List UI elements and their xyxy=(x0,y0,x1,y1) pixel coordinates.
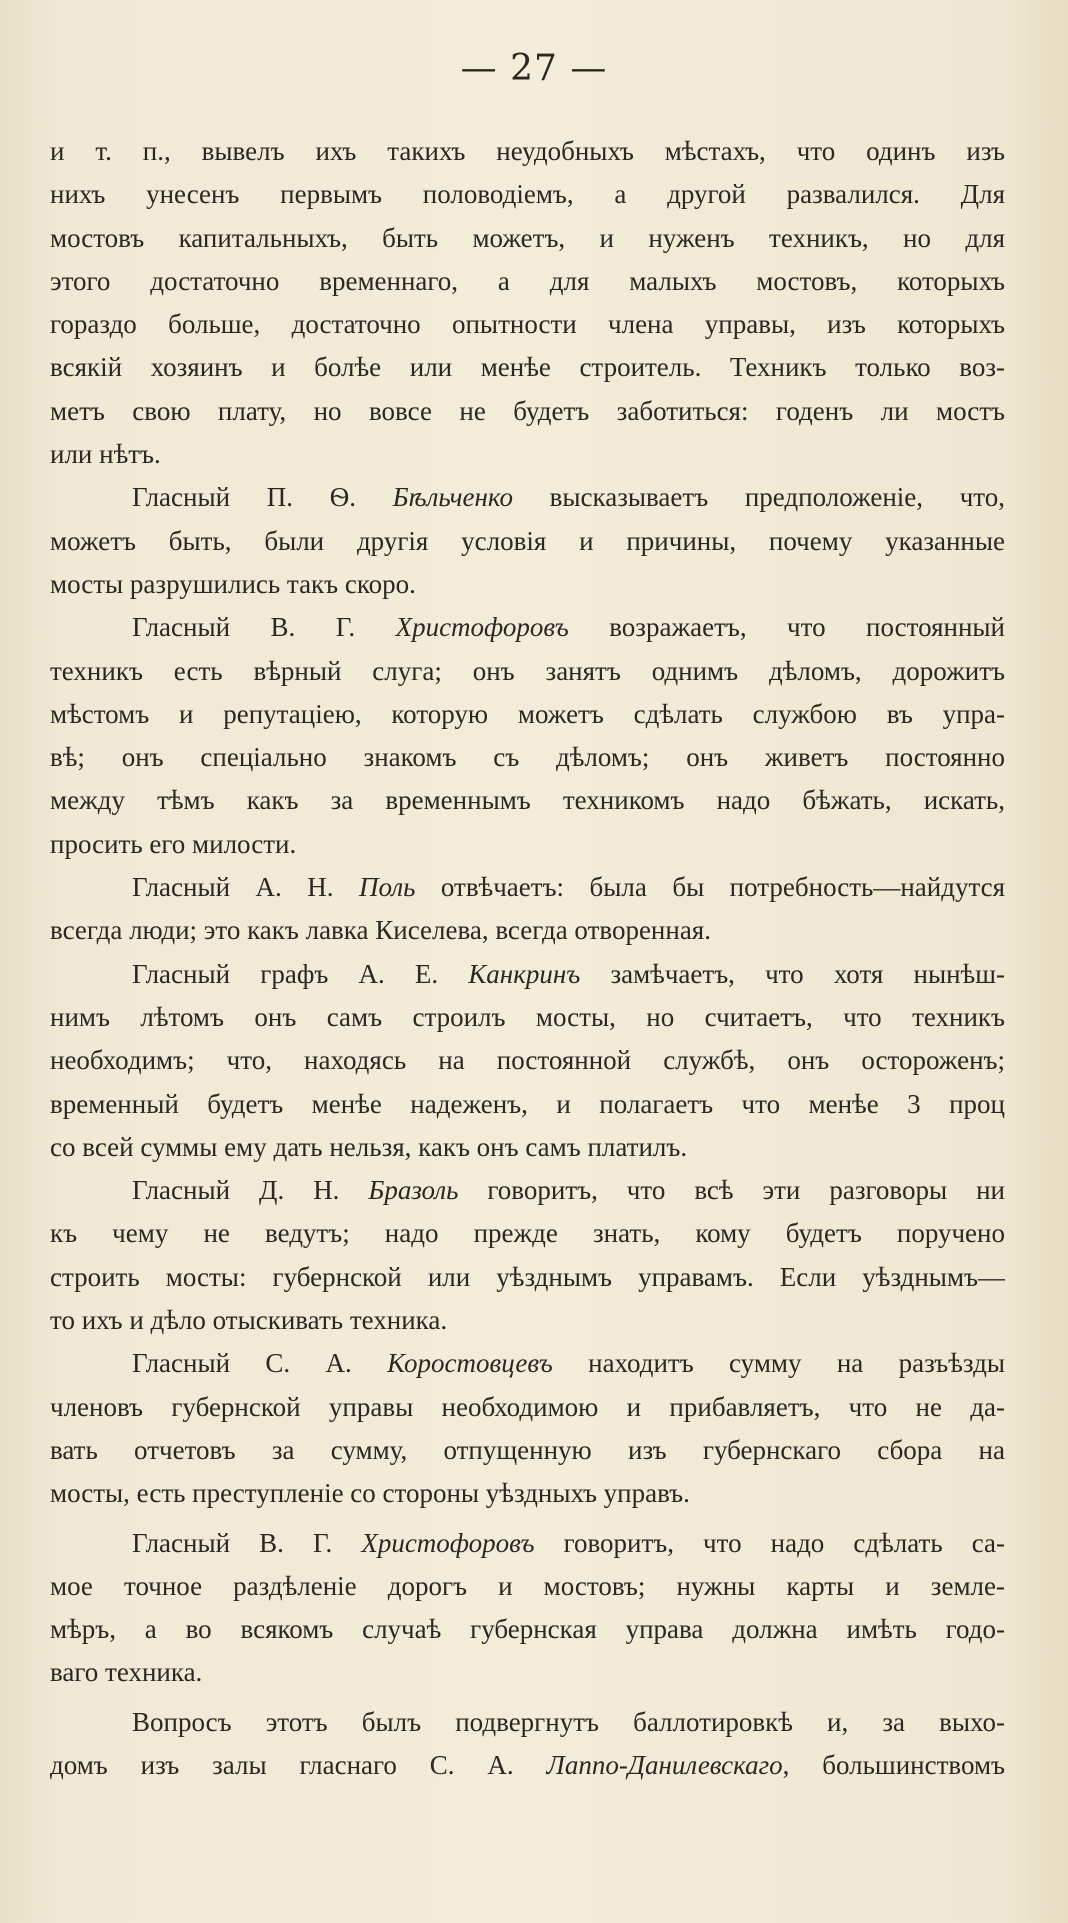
text-line: мосты, есть преступленіе со стороны уѣздныхъ управъ. xyxy=(50,1478,690,1509)
page-number: — 27 — xyxy=(460,48,608,89)
text-line: мѣстомъ и репутаціею, которую можетъ сдѣлать службою въ упра- xyxy=(50,698,1005,729)
speaker-name: Поль xyxy=(359,872,416,903)
text-line: Вопросъ этотъ былъ подвергнутъ баллотировкѣ и, за выхо- xyxy=(132,1706,1005,1737)
text-line: Гласный В. Г. Христофоровъ говоритъ, что надо сдѣлать са- xyxy=(132,1527,1005,1558)
speaker-name: Канкринъ xyxy=(468,958,581,989)
text-line: Гласный А. Н. Поль отвѣчаетъ: была бы потребность—найдутся xyxy=(132,872,1005,903)
speaker-name: Коростовцевъ xyxy=(387,1348,553,1379)
text-line: Гласный В. Г. Христофоровъ возражаетъ, что постоянный xyxy=(132,612,1005,643)
text-line: мѣръ, а во всякомъ случаѣ губернская управа должна имѣть годо- xyxy=(50,1614,1005,1645)
speaker-name: Бразоль xyxy=(368,1175,459,1206)
text-line: можетъ быть, были другія условія и причины, почему указанные xyxy=(50,525,1005,556)
text-line: членовъ губернской управы необходимою и прибавляетъ, что не да- xyxy=(50,1391,1005,1422)
text-line: домъ изъ залы гласнаго С. А. Лаппо-Данилевскаго, большинствомъ xyxy=(50,1749,1005,1780)
text-line: и т. п., вывелъ ихъ такихъ неудобныхъ мѣстахъ, что одинъ изъ xyxy=(50,136,1005,166)
text-line: Гласный графъ А. Е. Канкринъ замѣчаетъ, что хотя нынѣш- xyxy=(132,958,1005,989)
text-line: строить мосты: губернской или уѣзднымъ управамъ. Если уѣзднымъ— xyxy=(50,1261,1005,1292)
text-line: гораздо больше, достаточно опытности члена управы, изъ которыхъ xyxy=(50,309,1005,340)
text-line: мостовъ капитальныхъ, быть можетъ, и нуженъ техникъ, но для xyxy=(50,222,1005,253)
text-line: ваго техника. xyxy=(50,1657,203,1688)
speaker-name: Лаппо-Данилевскаго xyxy=(546,1749,783,1780)
text-line: Гласный С. А. Коростовцевъ находитъ сумму на разъѣзды xyxy=(132,1348,1005,1379)
text-line: всякій хозяинъ и болѣе или менѣе строитель. Техникъ только воз- xyxy=(50,352,1005,383)
text-line: между тѣмъ какъ за временнымъ техникомъ надо бѣжать, искать, xyxy=(50,785,1005,816)
text-line: временный будетъ менѣе надеженъ, и полагаетъ что менѣе 3 проц xyxy=(50,1088,1005,1119)
text-line: просить его милости. xyxy=(50,828,297,859)
text-line: вать отчетовъ за сумму, отпущенную изъ губернскаго сбора на xyxy=(50,1434,1005,1465)
text-line: нихъ унесенъ первымъ половодіемъ, а другой развалился. Для xyxy=(50,179,1005,210)
text-line: мосты разрушились такъ скоро. xyxy=(50,568,416,599)
speaker-name: Христофоровъ xyxy=(395,612,569,643)
text-line: необходимъ; что, находясь на постоянной службѣ, онъ остороженъ; xyxy=(50,1045,1005,1076)
text-line: или нѣтъ. xyxy=(50,439,161,470)
body-text xyxy=(50,130,1005,1787)
text-line: вѣ; онъ спеціально знакомъ съ дѣломъ; онъ живетъ постоянно xyxy=(50,742,1005,773)
text-line: Гласный Д. Н. Бразоль говоритъ, что всѣ эти разговоры ни xyxy=(132,1175,1005,1206)
text-line: метъ свою плату, но вовсе не будетъ заботиться: годенъ ли мостъ xyxy=(50,395,1005,426)
text-line: къ чему не ведутъ; надо прежде знать, кому будетъ поручено xyxy=(50,1218,1005,1249)
text-line: Гласный П. Ѳ. Бѣльченко высказываетъ предположеніе, что, xyxy=(132,482,1005,513)
text-line: техникъ есть вѣрный слуга; онъ занятъ однимъ дѣломъ, дорожитъ xyxy=(50,655,1005,686)
text-line: мое точное раздѣленіе дорогъ и мостовъ; нужны карты и земле- xyxy=(50,1570,1005,1601)
text-line: этого достаточно временнаго, а для малыхъ мостовъ, которыхъ xyxy=(50,265,1005,296)
text-line: нимъ лѣтомъ онъ самъ строилъ мосты, но считаетъ, что техникъ xyxy=(50,1001,1005,1032)
speaker-name: Христофоровъ xyxy=(361,1527,535,1558)
text-line: со всей суммы ему дать нельзя, какъ онъ самъ платилъ. xyxy=(50,1131,688,1162)
speaker-name: Бѣльченко xyxy=(392,482,513,513)
text-line: всегда люди; это какъ лавка Киселева, всегда отворенная. xyxy=(50,915,711,946)
text-line: то ихъ и дѣло отыскивать техника. xyxy=(50,1305,448,1336)
